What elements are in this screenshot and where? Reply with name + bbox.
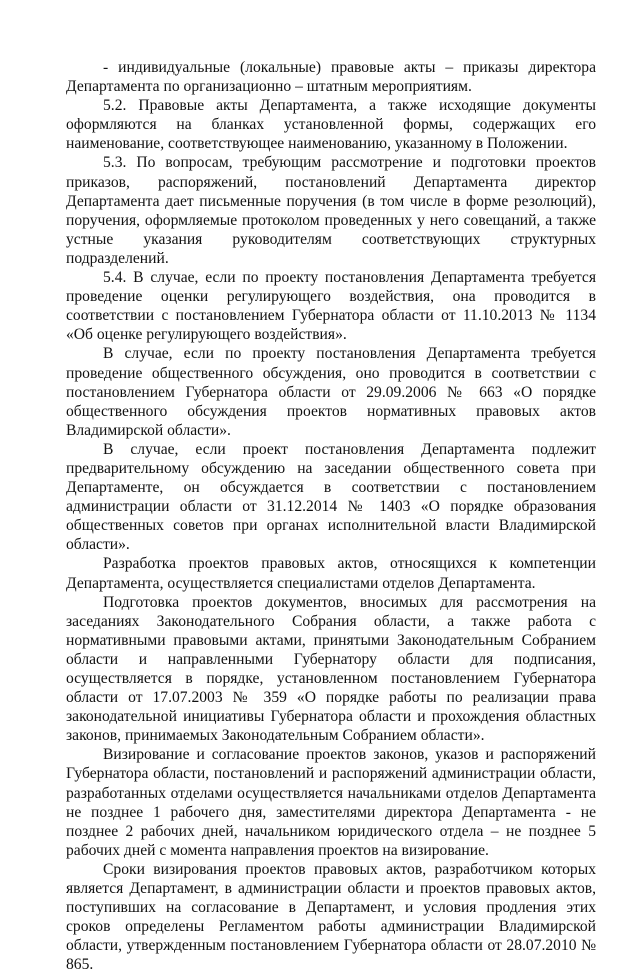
paragraph-legislative-assembly: Подготовка проектов документов, вносимых для рассмотрения на заседаниях Законодательного Собрания области, а также работа с нормативными правовыми актами, принятыми Законодательным Собранием области и направленными Губернатору области для подписания, осуществляется в порядке, установленном постановлением Губернатора области от 17.07.2003 № 359 «О порядке работы по реализации права законодательной инициативы Губернатора области и прохождения областных законов, принимаемых Законодательным Собранием области». <box>66 593 596 745</box>
paragraph-public-discussion: В случае, если по проекту постановления Департамента требуется проведение общественного обсуждения, оно проводится в соответствии с постановлением Губернатора области от 29.09.2006 № 663 «О порядке общественного обсуждения проектов нормативных правовых актов Владимирской области». <box>66 345 596 439</box>
paragraph-individual-acts: - индивидуальные (локальные) правовые акты – приказы директора Департамента по организационно – штатным мероприятиям. <box>66 59 596 96</box>
paragraph-endorsement-deadlines: Сроки визирования проектов правовых актов, разработчиком которых является Департамент, в администрации области и проектов правовых актов, поступивших на согласование в Департамент, и условия продления этих сроков определены Регламентом работы администрации Владимирской области, утвержденным постановлением Губернатора области от 28.07.2010 № 865. <box>66 860 596 974</box>
document-page <box>66 58 596 975</box>
paragraph-drafting: Разработка проектов правовых актов, относящихся к компетенции Департамента, осуществляется специалистами отделов Департамента. <box>66 555 596 592</box>
paragraph-endorsement: Визирование и согласование проектов законов, указов и распоряжений Губернатора области, постановлений и распоряжений администрации области, разработанных отделами осуществляется начальниками отделов Департамента не позднее 1 рабочего дня, заместителями директора Департамента - не позднее 2 рабочих дней, начальником юридического отдела – не позднее 5 рабочих дней с момента направления проектов на визирование. <box>66 746 596 859</box>
paragraph-public-council: В случае, если проект постановления Департамента подлежит предварительному обсуждению на заседании общественного совета при Департаменте, он обсуждается в соответствии с постановлением администрации области от 31.12.2014 № 1403 «О порядке образования общественных советов при органах исполнительной власти Владимирской области». <box>66 440 596 554</box>
paragraph-5-2: 5.2. Правовые акты Департамента, а также исходящие документы оформляются на бланках установленной формы, содержащих его наименование, соответствующее наименованию, указанному в Положении. <box>66 97 596 153</box>
paragraph-5-3: 5.3. По вопросам, требующим рассмотрение и подготовки проектов приказов, распоряжений, постановлений Департамента директор Департамента дает письменные поручения (в том числе в форме резолюций), поручения, оформляемые протоколом проведенных у него совещаний, а также устные указания руководителям соответствующих структурных подразделений. <box>66 154 596 267</box>
paragraph-5-4: 5.4. В случае, если по проекту постановления Департамента требуется проведение оценки регулирующего воздействия, она проводится в соответствии с постановлением Губернатора области от 11.10.2013 № 1134 «Об оценке регулирующего воздействия». <box>66 269 596 344</box>
